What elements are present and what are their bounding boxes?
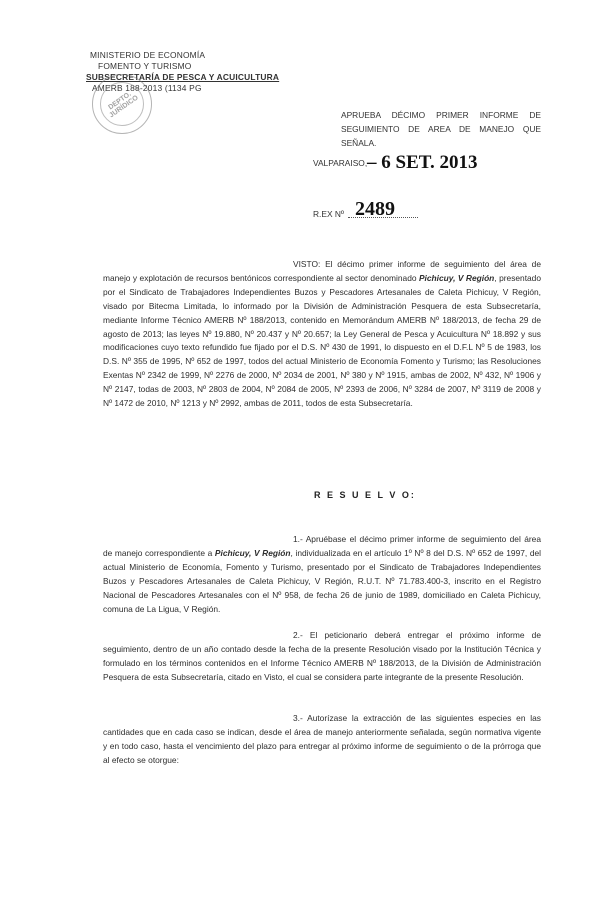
visto-place: Pichicuy, V Región — [418, 272, 495, 283]
date-stamp: – 6 SET. 2013 — [367, 152, 478, 173]
stamp-text: DEPTO. JURÍDICO — [107, 90, 140, 120]
item-1-pre: 1.- Apruébase el décimo primer informe de seguimiento del área de manejo correspondiente a — [103, 534, 541, 558]
item-3-text: 3.- Autorízase la extracción de las siguientes especies en las cantidades que en cada caso se indican, desde el área de manejo anteriormente señalada, según normativa vigente y en todo caso, hasta el vencimiento del plazo para entregar al próximo informe de seguimiento o de la prórroga que al efecto se otorgue: — [103, 713, 541, 765]
visto-paragraph — [103, 258, 541, 411]
department-stamp — [92, 74, 152, 134]
header-ministry: MINISTERIO DE ECONOMÍA — [90, 50, 206, 60]
item-1-place: Pichicuy, V Región — [214, 547, 291, 558]
resolution-item-3 — [103, 712, 541, 768]
resolution-number: 2489 — [355, 198, 395, 220]
header-amerb-ref: AMERB 188-2013 (1134 PG — [92, 83, 202, 93]
document-subject: APRUEBA DÉCIMO PRIMER INFORME DE SEGUIMIENTO DE AREA DE MANEJO QUE SEÑALA. — [341, 110, 541, 148]
resolution-item-1 — [103, 533, 541, 616]
header-subsecretaria: SUBSECRETARÍA DE PESCA Y ACUICULTURA — [86, 72, 280, 82]
visto-text-pre: El décimo primer informe de seguimiento del área de manejo y explotación de recursos bentónicos correspondiente al sector denominado — [103, 259, 541, 283]
item-2-text: 2.- El peticionario deberá entregar el próximo informe de seguimiento, dentro de un año contado desde la fecha de la presente Resolución visado por la Institución Técnica y formulado en los términos contenidos en el Informe Técnico AMERB Nº 188/2013, de la División de Administración Pesquera de esta Subsecretaría, citado en Visto, el cual se considera parte integrante de la presente Resolución. — [103, 630, 541, 682]
resuelvo-heading: R E S U E L V O: — [314, 490, 416, 500]
visto-text-post: , presentado por el Sindicato de Trabajadores Independientes Buzos y Pescadores Artesanales de Caleta Pichicuy, V Región, visado por Bitecma Limitada, lo informado por la División de Administración Pesquera de esta Subsecretaría, mediante Informe Técnico AMERB Nº 188/2013, contenido en Memorándum AMERB Nº 188/2013, de fecha 29 de agosto de 2013; las leyes Nº 19.880, Nº 20.437 y Nº 20.657; la Ley General de Pesca y Acuicultura Nº 18.892 y sus modificaciones cuyo texto refundido fue fijado por el D.S. Nº 430 de 1991, lo dispuesto en el D.F.L Nº 5 de 1983, los D.S. Nº 355 de 1995, Nº 652 de 1997, todos del actual Ministerio de Economía Fomento y Turismo; las Resoluciones Exentas Nº 2342 de 1999, Nº 2276 de 2000, Nº 2034 de 2001, Nº 380 y Nº 1915, ambas de 2002, Nº 432, Nº 1906 y Nº 2147, todas de 2003, Nº 2803 de 2004, Nº 2084 de 2005, Nº 2393 de 2006, Nº 3284 de 2007, Nº 3119 de 2008 y Nº 1472 de 2010, Nº 1213 y Nº 2992, ambas de 2011, todos de esta Subsecretaría. — [103, 272, 541, 409]
header-fomento: FOMENTO Y TURISMO — [98, 61, 192, 71]
resolution-item-2 — [103, 629, 541, 685]
date-place: VALPARAISO, — [313, 158, 368, 168]
item-1-post: , individualizada en el artículo 1º Nº 8 del D.S. Nº 652 de 1997, del actual Ministerio de Economía, Fomento y Turismo, presentado por el Sindicato de Trabajadores Independientes Buzos y Pescadores Artesanales de Caleta Pichicuy, V Región, R.U.T. Nº 71.783.400-3, inscrito en el Registro Nacional de Pescadores Artesanales con el Nº 958, de fecha 26 de junio de 1989, domiciliado en Caleta Pichicuy, comuna de La Ligua, V Región. — [103, 547, 541, 614]
resolution-label: R.EX Nº — [313, 209, 344, 219]
visto-label: VISTO: — [293, 259, 321, 269]
